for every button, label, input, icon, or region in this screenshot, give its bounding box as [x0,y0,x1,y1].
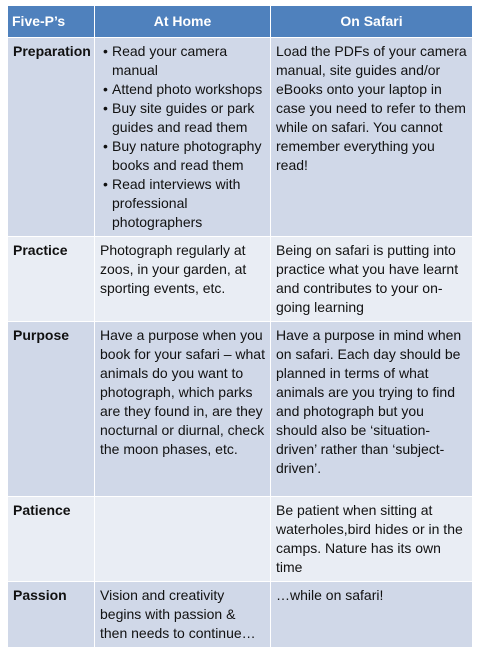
row-label-passion: Passion [8,582,95,648]
row-preparation [8,38,473,237]
row-practice [8,237,473,322]
row-label-practice: Practice [8,237,95,322]
patience-at-home [95,497,271,582]
bullet-item: • Buy nature photography books and read them [100,137,266,175]
purpose-on-safari: Have a purpose in mind when on safari. Each day should be planned in terms of what animals are you trying to find and photograph but you should also be ‘situation-driven’ rather than ‘subject-driven’. [271,322,473,497]
row-label-preparation: Preparation [8,38,95,237]
row-label-patience: Patience [8,497,95,582]
bullet-item: • Read your camera manual [100,42,266,80]
passion-on-safari: …while on safari! [271,582,473,648]
header-on-safari: On Safari [271,6,473,38]
five-ps-table-container [7,5,472,648]
bullet-item: • Attend photo workshops [100,80,266,99]
five-ps-table [7,5,473,648]
patience-on-safari: Be patient when sitting at waterholes,bird hides or in the camps. Nature has its own time [271,497,473,582]
header-row [8,6,473,38]
preparation-on-safari: Load the PDFs of your camera manual, site guides and/or eBooks onto your laptop in case you need to refer to them while on safari. You cannot remember everything you read! [271,38,473,237]
bullet-item: • Buy site guides or park guides and read them [100,99,266,137]
bullet-item: • Read interviews with professional photographers [100,175,266,232]
row-patience [8,497,473,582]
header-at-home: At Home [95,6,271,38]
preparation-bullet-list [100,42,266,232]
header-five-ps: Five-P’s [8,6,95,38]
practice-on-safari: Being on safari is putting into practice what you have learnt and contributes to your on-going learning [271,237,473,322]
purpose-at-home: Have a purpose when you book for your safari – what animals do you want to photograph, which parks are they found in, are they nocturnal or diurnal, check the moon phases, etc. [95,322,271,497]
practice-at-home: Photograph regularly at zoos, in your garden, at sporting events, etc. [95,237,271,322]
row-purpose [8,322,473,497]
passion-at-home: Vision and creativity begins with passion & then needs to continue… [95,582,271,648]
row-label-purpose: Purpose [8,322,95,497]
preparation-at-home [95,38,271,237]
row-passion [8,582,473,648]
